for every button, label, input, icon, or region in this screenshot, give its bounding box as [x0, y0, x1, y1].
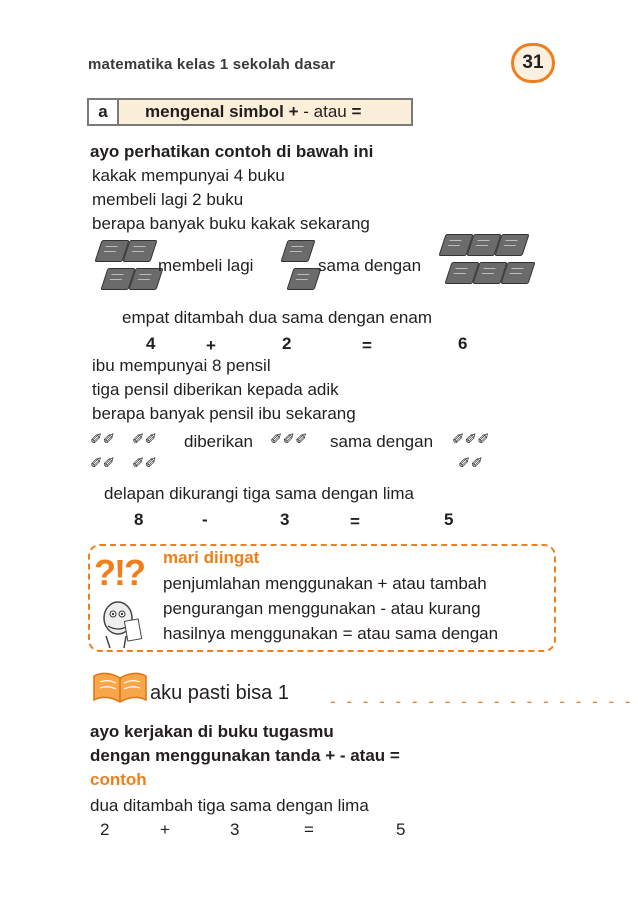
example2-line3: berapa banyak pensil ibu sekarang [92, 404, 356, 423]
eq3-r: 5 [396, 820, 406, 839]
eq1-b: 2 [282, 334, 292, 353]
exercise-title: aku pasti bisa 1 [150, 682, 289, 704]
reminder-line2: pengurangan menggunakan - atau kurang [163, 599, 481, 618]
pencil-icon: ✐✐ [132, 431, 158, 448]
book-icon [122, 240, 157, 262]
eq2-op: - [202, 510, 208, 529]
section-plus: + [288, 102, 299, 121]
book-title: matematika kelas 1 sekolah dasar [88, 56, 336, 73]
question-exclamation-marks: ?!? [94, 552, 144, 593]
reminder-line1: penjumlahan menggunakan + atau tambah [163, 574, 487, 593]
example1-line3: berapa banyak buku kakak sekarang [92, 214, 370, 233]
section-minus-atau: - atau [303, 102, 347, 121]
example2-line1: ibu mempunyai 8 pensil [92, 356, 271, 375]
book-icon [500, 262, 535, 284]
section-title-main: mengenal simbol [145, 102, 284, 121]
example1-sentence: empat ditambah dua sama dengan enam [122, 308, 432, 327]
book-icon [286, 268, 321, 290]
word-diberikan: diberikan [184, 432, 253, 451]
section-equals: = [351, 102, 362, 121]
open-book-icon [92, 668, 148, 704]
example-label: contoh [90, 770, 147, 789]
example2-line2: tiga pensil diberikan kepada adik [92, 380, 339, 399]
reminder-title: mari diingat [163, 548, 260, 567]
example1-line1: kakak mempunyai 4 buku [92, 166, 285, 185]
eq1-op: + [206, 336, 216, 355]
pencil-icon: ✐✐ [90, 431, 116, 448]
book-icon [494, 234, 529, 256]
pencil-icon: ✐✐✐ [270, 431, 308, 448]
example2-sentence: delapan dikurangi tiga sama dengan lima [104, 484, 414, 503]
eq3-op: + [160, 820, 170, 839]
eq3-eq: = [304, 820, 314, 839]
page-number: 31 [511, 43, 555, 83]
example1-heading: ayo perhatikan contoh di bawah ini [90, 142, 374, 161]
exercise-instruction-1: ayo kerjakan di buku tugasmu [90, 722, 334, 741]
book-icon [280, 240, 315, 262]
eq2-b: 3 [280, 510, 290, 529]
eq2-a: 8 [134, 510, 144, 529]
word-sama-dengan-2: sama dengan [330, 432, 434, 451]
eq2-eq: = [350, 512, 360, 531]
word-membeli-lagi: membeli lagi [158, 256, 254, 275]
exercise-example-sentence: dua ditambah tiga sama dengan lima [90, 796, 369, 815]
section-label: a [87, 98, 119, 126]
pencil-icon: ✐✐ [458, 455, 484, 472]
pencil-icon: ✐✐ [90, 455, 116, 472]
eq1-r: 6 [458, 334, 468, 353]
example1-line2: membeli lagi 2 buku [92, 190, 244, 209]
eq1-eq: = [362, 336, 372, 355]
eq3-b: 3 [230, 820, 240, 839]
eq3-a: 2 [100, 820, 110, 839]
pencil-icon: ✐✐✐ [452, 431, 490, 448]
exercise-instruction-2: dengan menggunakan tanda + - atau = [90, 746, 400, 765]
pencil-icon: ✐✐ [132, 455, 158, 472]
word-sama-dengan-1: sama dengan [318, 256, 422, 275]
section-title [145, 102, 361, 122]
mascot-icon [98, 596, 144, 648]
dashed-divider: - - - - - - - - - - - - - - - - - - - [330, 692, 634, 711]
eq1-a: 4 [146, 334, 156, 353]
reminder-line3: hasilnya menggunakan = atau sama dengan [163, 624, 499, 643]
eq2-r: 5 [444, 510, 454, 529]
